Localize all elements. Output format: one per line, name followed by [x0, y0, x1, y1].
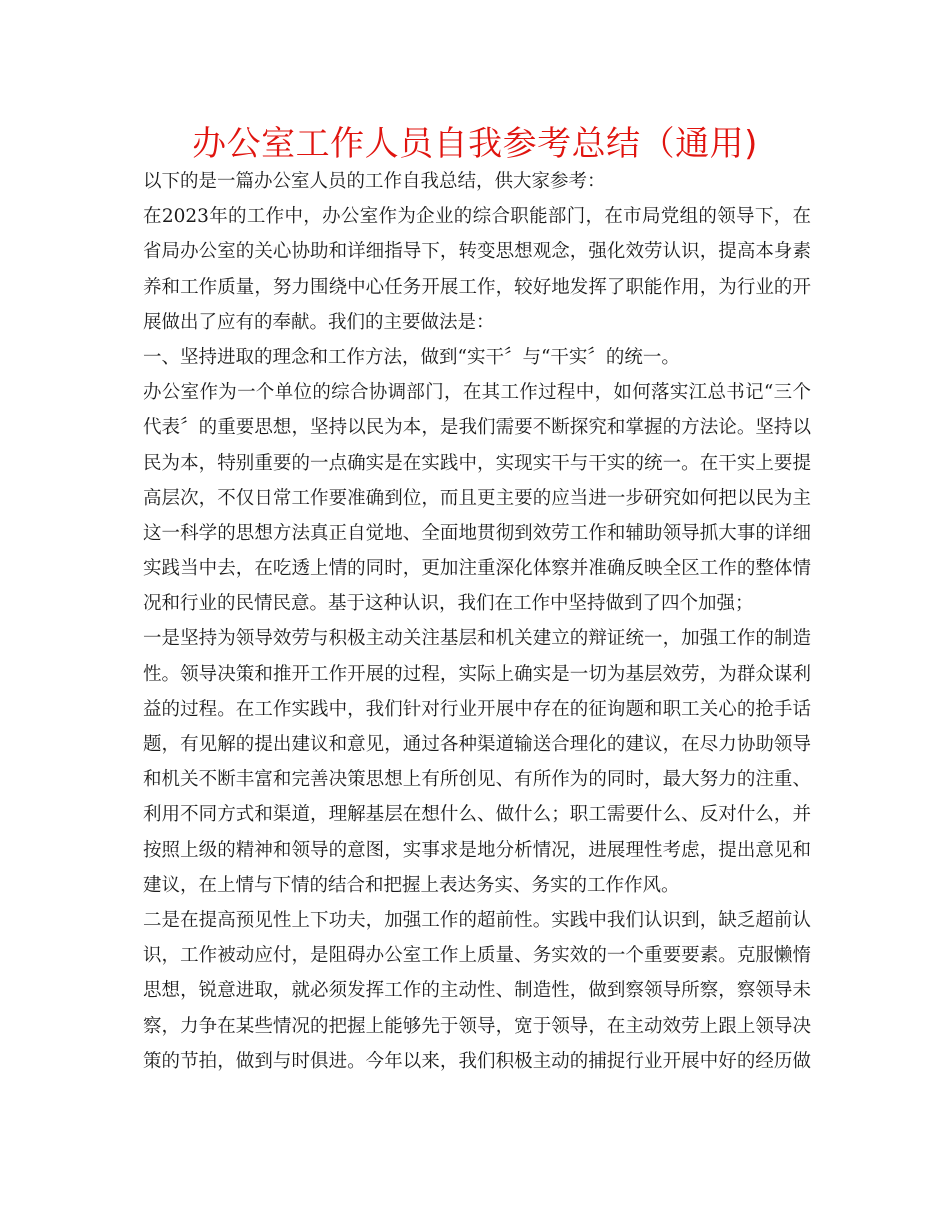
paragraph-line: 高层次，不仅日常工作要准确到位，而且更主要的应当进一步研究如何把以民为主 [143, 487, 811, 509]
document-body [143, 164, 811, 1079]
paragraph-line: 思想，锐意进取，就必须发挥工作的主动性、制造性，做到察领导所察，察领导未 [143, 980, 811, 1002]
paragraph-line: 展做出了应有的奉献。我们的主要做法是： [143, 311, 495, 333]
paragraph-line: 按照上级的精神和领导的意图，实事求是地分析情况，进展理性考虑，提出意见和 [143, 839, 811, 861]
paragraph-line: 这一科学的思想方法真正自觉地、全面地贯彻到效劳工作和辅助领导抓大事的详细 [143, 522, 811, 544]
paragraph-line: 以下的是一篇办公室人员的工作自我总结，供大家参考： [143, 171, 606, 192]
paragraph-line: 一是坚持为领导效劳与积极主动关注基层和机关建立的辩证统一，加强工作的制造 [143, 628, 811, 650]
paragraph-line: 在2023年的工作中，办公室作为企业的综合职能部门，在市局党组的领导下，在 [143, 206, 811, 228]
paragraph-line: 策的节拍，做到与时俱进。今年以来，我们积极主动的捕捉行业开展中好的经历做 [143, 1050, 811, 1072]
paragraph-line: 益的过程。在工作实践中，我们针对行业开展中存在的征询题和职工关心的抢手话 [143, 698, 811, 720]
document-title: 办公室工作人员自我参考总结（通用) [192, 124, 758, 164]
paragraph-line: 况和行业的民情民意。基于这种认识，我们在工作中坚持做到了四个加强； [143, 593, 754, 615]
paragraph-line: 题，有见解的提出建议和意见，通过各种渠道输送合理化的建议，在尽力协助领导 [143, 734, 811, 755]
paragraph-line: 二是在提高预见性上下功夫，加强工作的超前性。实践中我们认识到，缺乏超前认 [143, 909, 811, 931]
paragraph-line: 识，工作被动应付，是阻碍办公室工作上质量、务实效的一个重要要素。克服懒惰 [143, 945, 811, 967]
paragraph-line: 建议，在上情与下情的结合和把握上表达务实、务实的工作作风。 [143, 874, 680, 896]
paragraph-line: 和机关不断丰富和完善决策思想上有所创见、有所作为的同时，最大努力的注重、 [143, 769, 811, 791]
paragraph-line: 民为本，特别重要的一点确实是在实践中，实现实干与干实的统一。在干实上要提 [143, 452, 811, 474]
paragraph-line: 养和工作质量，努力围绕中心任务开展工作，较好地发挥了职能作用，为行业的开 [143, 276, 811, 298]
paragraph-line: 实践当中去，在吃透上情的同时，更加注重深化体察并准确反映全区工作的整体情 [143, 558, 811, 580]
paragraph-line: 办公室作为一个单位的综合协调部门，在其工作过程中，如何落实江总书记“三个 [143, 382, 811, 404]
section-heading-line: 一、坚持进取的理念和工作方法，做到“实干〞与“干实〞的统一。 [143, 346, 680, 368]
paragraph-line: 代表〞的重要思想，坚持以民为本，是我们需要不断探究和掌握的方法论。坚持以 [143, 417, 811, 439]
paragraph-line: 利用不同方式和渠道，理解基层在想什么、做什么；职工需要什么、反对什么，并 [143, 804, 811, 826]
paragraph-line: 察，力争在某些情况的把握上能够先于领导，宽于领导，在主动效劳上跟上领导决 [143, 1015, 811, 1037]
paragraph-line: 省局办公室的关心协助和详细指导下，转变思想观念，强化效劳认识，提高本身素 [143, 241, 811, 263]
paragraph-line: 性。领导决策和推开工作开展的过程，实际上确实是一切为基层效劳，为群众谋利 [143, 663, 811, 685]
